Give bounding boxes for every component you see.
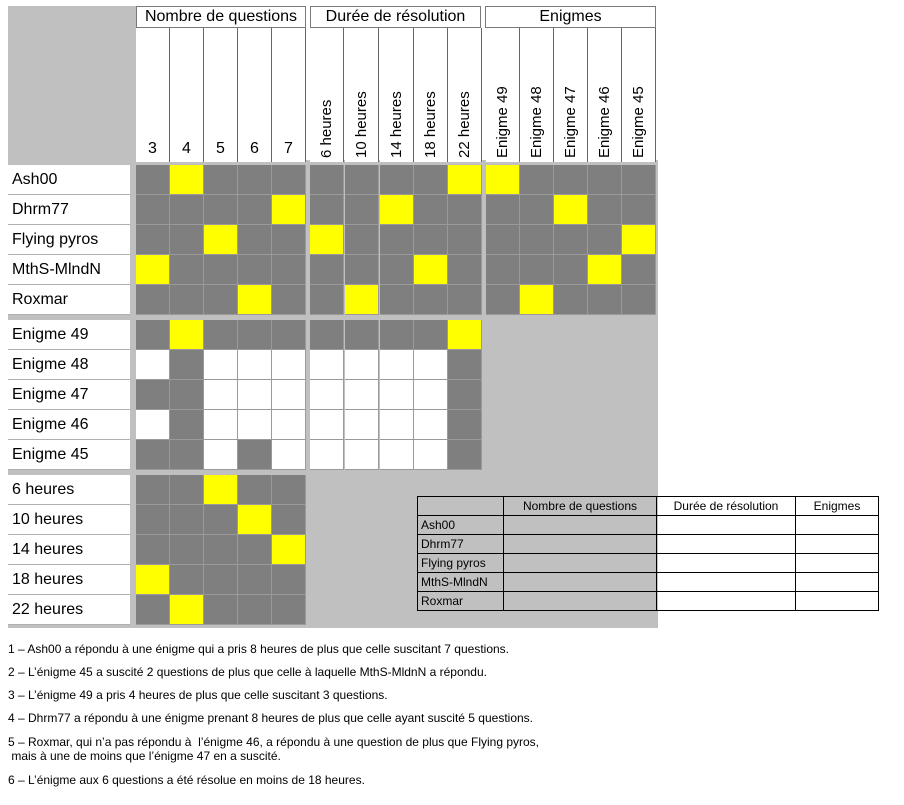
grid-cell[interactable] <box>204 320 238 350</box>
grid-cell[interactable] <box>520 285 554 315</box>
grid-cell[interactable] <box>310 225 344 255</box>
summary-cell[interactable] <box>657 535 796 554</box>
row-label: 22 heures <box>8 595 130 625</box>
grid-cell[interactable] <box>486 225 520 255</box>
summary-row-label: Roxmar <box>418 592 504 611</box>
grid-cell[interactable] <box>310 380 344 410</box>
row-label: Ash00 <box>8 165 130 195</box>
column-header <box>345 28 379 162</box>
clue-1: 1 – Ash00 a répondu à une énigme qui a pris 8 heures de plus que celle suscitant 7 questions. <box>8 642 510 656</box>
grid-cell[interactable] <box>272 565 306 595</box>
grid-cell[interactable] <box>448 285 482 315</box>
row-label: 10 heures <box>8 505 130 535</box>
summary-row <box>418 535 879 554</box>
clues-list <box>0 640 904 800</box>
summary-corner <box>418 497 504 516</box>
column-header <box>170 28 204 162</box>
grid-cell[interactable] <box>170 195 204 225</box>
grid-cell[interactable] <box>414 285 448 315</box>
column-header <box>204 28 238 162</box>
grid-cell[interactable] <box>272 595 306 625</box>
grid-cell[interactable] <box>414 195 448 225</box>
grid-cell[interactable] <box>136 380 170 410</box>
column-header-label: 5 <box>216 140 225 157</box>
row-label: Enigme 48 <box>8 350 130 380</box>
summary-row-label: MthS-MlndN <box>418 573 504 592</box>
summary-cell[interactable] <box>796 516 879 535</box>
row-label: Enigme 46 <box>8 410 130 440</box>
column-header-label: 3 <box>148 140 157 157</box>
column-header-label: 6 <box>250 140 259 157</box>
row-label: 6 heures <box>8 475 130 505</box>
grid-cell[interactable] <box>486 255 520 285</box>
grid-cell[interactable] <box>414 320 448 350</box>
grid-cell[interactable] <box>588 225 622 255</box>
grid-cell[interactable] <box>622 195 656 225</box>
grid-cell[interactable] <box>554 195 588 225</box>
grid-cell[interactable] <box>345 225 379 255</box>
summary-cell[interactable] <box>504 535 657 554</box>
grid-cell[interactable] <box>204 440 238 470</box>
grid-cell[interactable] <box>272 285 306 315</box>
summary-cell[interactable] <box>657 516 796 535</box>
grid-cell[interactable] <box>204 165 238 195</box>
grid-cell[interactable] <box>414 410 448 440</box>
summary-cell[interactable] <box>657 554 796 573</box>
grid-cell[interactable] <box>170 475 204 505</box>
summary-row-label: Flying pyros <box>418 554 504 573</box>
column-header <box>136 28 170 162</box>
grid-cell[interactable] <box>622 255 656 285</box>
grid-cell[interactable] <box>170 350 204 380</box>
grid-cell[interactable] <box>136 535 170 565</box>
column-header-label: 10 heures <box>353 91 370 158</box>
column-header-label: Enigme 46 <box>596 86 613 158</box>
group-header-duree: Durée de résolution <box>310 6 481 28</box>
summary-row <box>418 554 879 573</box>
summary-cell[interactable] <box>657 592 796 611</box>
grid-cell[interactable] <box>554 255 588 285</box>
summary-row <box>418 573 879 592</box>
grid-cell[interactable] <box>380 320 414 350</box>
grid-cell[interactable] <box>238 505 272 535</box>
summary-cell[interactable] <box>504 554 657 573</box>
grid-cell[interactable] <box>622 285 656 315</box>
row-label: 18 heures <box>8 565 130 595</box>
grid-cell[interactable] <box>136 505 170 535</box>
row-label: Enigme 49 <box>8 320 130 350</box>
grid-cell[interactable] <box>272 440 306 470</box>
grid-cell[interactable] <box>204 380 238 410</box>
grid-cell[interactable] <box>238 165 272 195</box>
grid-cell[interactable] <box>310 285 344 315</box>
summary-cell[interactable] <box>504 592 657 611</box>
grid-cell[interactable] <box>204 195 238 225</box>
grid-cell[interactable] <box>448 350 482 380</box>
grid-cell[interactable] <box>448 255 482 285</box>
grid-cell[interactable] <box>238 380 272 410</box>
grid-cell[interactable] <box>238 440 272 470</box>
grid-cell[interactable] <box>204 285 238 315</box>
column-header-label: Enigme 47 <box>562 86 579 158</box>
grid-cell[interactable] <box>204 225 238 255</box>
column-header <box>622 28 656 162</box>
grid-cell[interactable] <box>380 380 414 410</box>
grid-cell[interactable] <box>204 350 238 380</box>
grid-cell[interactable] <box>345 320 379 350</box>
grid-cell[interactable] <box>554 165 588 195</box>
grid-cell[interactable] <box>486 165 520 195</box>
grid-cell[interactable] <box>272 505 306 535</box>
grid-cell[interactable] <box>170 595 204 625</box>
grid-cell[interactable] <box>310 410 344 440</box>
clue-2: 2 – L’énigme 45 a suscité 2 questions de plus que celle à laquelle MthS-MldnN a répondu. <box>8 665 487 679</box>
grid-cell[interactable] <box>588 165 622 195</box>
grid-cell[interactable] <box>170 565 204 595</box>
grid-cell[interactable] <box>448 440 482 470</box>
grid-cell[interactable] <box>238 225 272 255</box>
row-label: MthS-MlndN <box>8 255 130 285</box>
grid-cell[interactable] <box>414 225 448 255</box>
grid-cell[interactable] <box>345 285 379 315</box>
corner-panel <box>8 6 136 162</box>
grid-cell[interactable] <box>136 410 170 440</box>
grid-cell[interactable] <box>520 225 554 255</box>
grid-cell[interactable] <box>345 410 379 440</box>
column-header <box>554 28 588 162</box>
grid-cell[interactable] <box>310 320 344 350</box>
grid-cell[interactable] <box>448 410 482 440</box>
group-header-questions: Nombre de questions <box>136 6 306 28</box>
column-header <box>486 28 520 162</box>
grid-cell[interactable] <box>486 195 520 225</box>
summary-header-duree: Durée de résolution <box>657 497 796 516</box>
summary-cell[interactable] <box>504 516 657 535</box>
grid-cell[interactable] <box>272 225 306 255</box>
column-header-label: 7 <box>284 140 293 157</box>
group-header-enigmes: Enigmes <box>485 6 656 28</box>
grid-cell[interactable] <box>310 195 344 225</box>
column-header <box>238 28 272 162</box>
grid-cell[interactable] <box>204 505 238 535</box>
grid-cell[interactable] <box>310 440 344 470</box>
grid-cell[interactable] <box>204 565 238 595</box>
grid-cell[interactable] <box>170 165 204 195</box>
grid-cell[interactable] <box>238 475 272 505</box>
grid-cell[interactable] <box>238 410 272 440</box>
column-header-label: Enigme 49 <box>494 86 511 158</box>
grid-cell[interactable] <box>414 350 448 380</box>
row-label: Dhrm77 <box>8 195 130 225</box>
grid-cell[interactable] <box>238 565 272 595</box>
summary-header-enigmes: Enigmes <box>796 497 879 516</box>
grid-cell[interactable] <box>345 380 379 410</box>
grid-cell[interactable] <box>380 440 414 470</box>
clue-4: 4 – Dhrm77 a répondu à une énigme prenant 8 heures de plus que celle ayant suscité 5 questions. <box>8 711 534 725</box>
grid-cell[interactable] <box>136 475 170 505</box>
summary-cell[interactable] <box>796 535 879 554</box>
grid-cell[interactable] <box>554 285 588 315</box>
grid-cell[interactable] <box>170 410 204 440</box>
grid-cell[interactable] <box>272 410 306 440</box>
column-header-label: 14 heures <box>388 91 405 158</box>
grid-cell[interactable] <box>238 195 272 225</box>
grid-cell[interactable] <box>204 535 238 565</box>
grid-cell[interactable] <box>310 165 344 195</box>
grid-cell[interactable] <box>136 440 170 470</box>
grid-cell[interactable] <box>204 475 238 505</box>
grid-cell[interactable] <box>588 255 622 285</box>
grid-cell[interactable] <box>414 255 448 285</box>
column-header <box>414 28 448 162</box>
grid-cell[interactable] <box>170 440 204 470</box>
grid-cell[interactable] <box>345 165 379 195</box>
grid-cell[interactable] <box>310 350 344 380</box>
grid-cell[interactable] <box>136 285 170 315</box>
column-header-label: Enigme 45 <box>630 86 647 158</box>
grid-cell[interactable] <box>345 350 379 380</box>
row-label: Enigme 45 <box>8 440 130 470</box>
grid-cell[interactable] <box>136 255 170 285</box>
summary-cell[interactable] <box>657 573 796 592</box>
summary-cell[interactable] <box>504 573 657 592</box>
grid-cell[interactable] <box>414 165 448 195</box>
grid-cell[interactable] <box>520 195 554 225</box>
grid-cell[interactable] <box>204 595 238 625</box>
grid-cell[interactable] <box>170 285 204 315</box>
grid-cell[interactable] <box>272 380 306 410</box>
grid-cell[interactable] <box>204 410 238 440</box>
grid-cell[interactable] <box>272 350 306 380</box>
grid-cell[interactable] <box>520 255 554 285</box>
grid-cell[interactable] <box>272 195 306 225</box>
row-label: Enigme 47 <box>8 380 130 410</box>
grid-cell[interactable] <box>380 285 414 315</box>
grid-cell[interactable] <box>272 535 306 565</box>
grid-cell[interactable] <box>380 165 414 195</box>
grid-cell[interactable] <box>310 255 344 285</box>
grid-cell[interactable] <box>272 165 306 195</box>
grid-cell[interactable] <box>170 255 204 285</box>
grid-cell[interactable] <box>380 255 414 285</box>
column-header-label: 18 heures <box>422 91 439 158</box>
column-header-label: 6 heures <box>318 99 335 158</box>
grid-cell[interactable] <box>588 285 622 315</box>
grid-cell[interactable] <box>272 475 306 505</box>
grid-cell[interactable] <box>238 285 272 315</box>
grid-cell[interactable] <box>136 320 170 350</box>
grid-cell[interactable] <box>238 535 272 565</box>
row-label: Roxmar <box>8 285 130 315</box>
summary-row-label: Dhrm77 <box>418 535 504 554</box>
grid-cell[interactable] <box>448 225 482 255</box>
grid-cell[interactable] <box>170 225 204 255</box>
grid-cell[interactable] <box>486 285 520 315</box>
column-header-label: 22 heures <box>456 91 473 158</box>
grid-cell[interactable] <box>136 350 170 380</box>
grid-cell[interactable] <box>170 320 204 350</box>
grid-cell[interactable] <box>520 165 554 195</box>
summary-table <box>417 496 879 611</box>
column-header-label: 4 <box>182 140 191 157</box>
grid-cell[interactable] <box>380 195 414 225</box>
grid-cell[interactable] <box>345 195 379 225</box>
grid-cell[interactable] <box>272 320 306 350</box>
clue-5: 5 – Roxmar, qui n’a pas répondu à l’énigme 46, a répondu à une question de plus que Flying pyros, mais à une de moins que l’énigme 47 en a suscité. <box>8 735 540 763</box>
grid-cell[interactable] <box>380 350 414 380</box>
grid-cell[interactable] <box>380 225 414 255</box>
grid-cell[interactable] <box>448 165 482 195</box>
grid-cell[interactable] <box>170 505 204 535</box>
summary-row-label: Ash00 <box>418 516 504 535</box>
summary-row <box>418 516 879 535</box>
column-header <box>272 28 306 162</box>
summary-cell[interactable] <box>796 573 879 592</box>
grid-cell[interactable] <box>272 255 306 285</box>
grid-cell[interactable] <box>238 255 272 285</box>
grid-cell[interactable] <box>136 165 170 195</box>
grid-cell[interactable] <box>170 535 204 565</box>
grid-cell[interactable] <box>345 440 379 470</box>
column-header-label: Enigme 48 <box>528 86 545 158</box>
clue-3: 3 – L’énigme 49 a pris 4 heures de plus que celle suscitant 3 questions. <box>8 688 388 702</box>
grid-cell[interactable] <box>238 350 272 380</box>
grid-cell[interactable] <box>380 410 414 440</box>
grid-cell[interactable] <box>136 595 170 625</box>
grid-cell[interactable] <box>622 225 656 255</box>
row-label: Flying pyros <box>8 225 130 255</box>
row-label: 14 heures <box>8 535 130 565</box>
grid-cell[interactable] <box>414 380 448 410</box>
grid-cell[interactable] <box>238 595 272 625</box>
grid-cell[interactable] <box>170 380 204 410</box>
grid-cell[interactable] <box>136 565 170 595</box>
summary-cell[interactable] <box>796 554 879 573</box>
column-header <box>520 28 554 162</box>
clue-6: 6 – L’énigme aux 6 questions a été résolue en moins de 18 heures. <box>8 773 365 787</box>
column-header <box>448 28 482 162</box>
grid-cell[interactable] <box>554 225 588 255</box>
summary-cell[interactable] <box>796 592 879 611</box>
column-header <box>380 28 414 162</box>
grid-cell[interactable] <box>345 255 379 285</box>
column-header <box>310 28 344 162</box>
grid-cell[interactable] <box>448 320 482 350</box>
grid-cell[interactable] <box>622 165 656 195</box>
grid-cell[interactable] <box>238 320 272 350</box>
column-header <box>588 28 622 162</box>
grid-cell[interactable] <box>448 195 482 225</box>
summary-row <box>418 592 879 611</box>
grid-cell[interactable] <box>414 440 448 470</box>
grid-cell[interactable] <box>448 380 482 410</box>
grid-cell[interactable] <box>588 195 622 225</box>
grid-cell[interactable] <box>136 225 170 255</box>
grid-cell[interactable] <box>136 195 170 225</box>
summary-header-questions: Nombre de questions <box>504 497 657 516</box>
grid-cell[interactable] <box>204 255 238 285</box>
